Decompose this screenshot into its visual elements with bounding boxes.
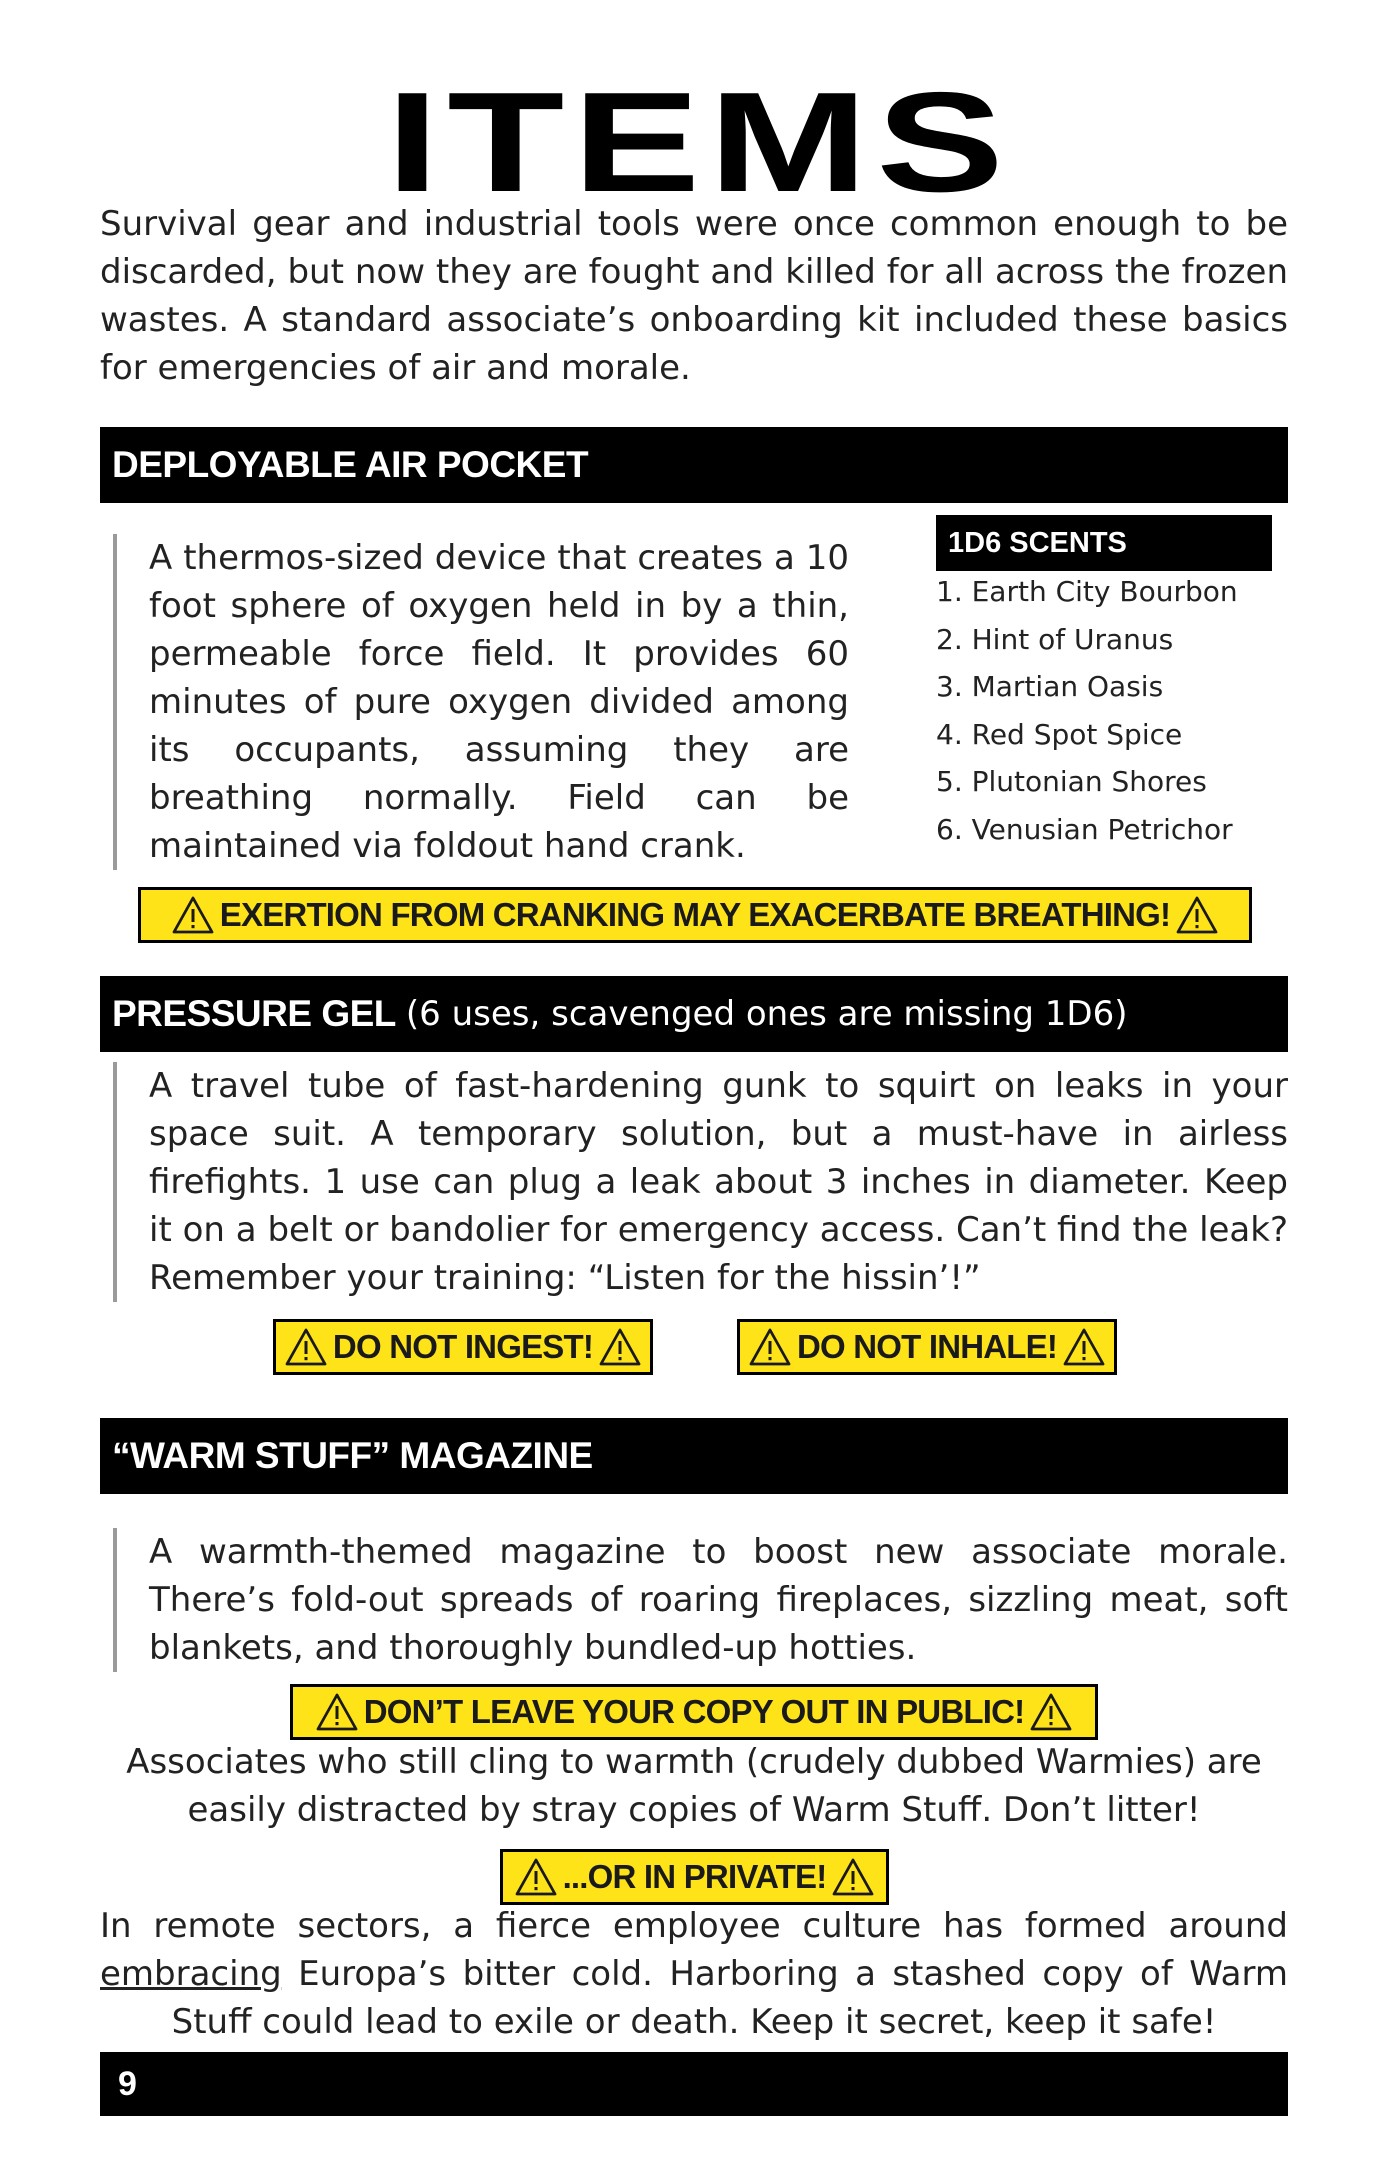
private-warning-paragraph — [100, 1902, 1288, 2046]
private-text-after: Europa’s bitter cold. Harboring a stashed copy of Warm Stuff could lead to exile or death. Keep it secret, keep it safe! — [171, 1954, 1288, 2042]
page-number: 9 — [118, 2064, 137, 2103]
scent-item: 3. Martian Oasis — [936, 670, 1164, 703]
private-warning-sign — [500, 1849, 889, 1905]
warning-triangle-icon — [832, 1857, 874, 1897]
scents-heading: 1D6 SCENTS — [936, 515, 1272, 571]
scent-item: 5. Plutonian Shores — [936, 765, 1207, 798]
warning-triangle-icon — [749, 1327, 791, 1367]
intro-paragraph: Survival gear and industrial tools were once common enough to be discarded, but now they are fought and killed for all across the frozen wastes. A standard associate’s onboarding kit included these basics for emergencies of air and morale. — [100, 204, 1288, 388]
magazine-heading: “WARM STUFF” MAGAZINE — [112, 1435, 593, 1476]
magazine-heading-bar — [100, 1418, 1288, 1494]
cranking-warning-text: EXERTION FROM CRANKING MAY EXACERBATE BREATHING! — [219, 896, 1171, 933]
warning-triangle-icon — [316, 1692, 358, 1732]
scent-item: 6. Venusian Petrichor — [936, 812, 1233, 846]
cranking-warning-sign — [138, 887, 1252, 943]
warning-triangle-icon — [172, 895, 214, 935]
scent-item: 2. Hint of Uranus — [936, 622, 1174, 656]
private-warning-text: ...OR IN PRIVATE! — [562, 1858, 827, 1895]
warning-triangle-icon — [1030, 1692, 1072, 1732]
scent-item: 4. Red Spot Spice — [936, 717, 1183, 751]
ingest-warning-text: DO NOT INGEST! — [332, 1328, 594, 1365]
pressure-gel-heading-bar — [100, 976, 1288, 1052]
public-warning-text: DON’T LEAVE YOUR COPY OUT IN PUBLIC! — [363, 1693, 1025, 1730]
warning-triangle-icon — [285, 1327, 327, 1367]
embracing-underlined: embracing — [100, 1954, 282, 1994]
warning-triangle-icon — [599, 1327, 641, 1367]
page-title: ITEMS — [385, 63, 1013, 222]
pressure-gel-subheading: (6 uses, scavenged ones are missing 1D6) — [405, 994, 1128, 1034]
inhale-warning-sign — [737, 1319, 1117, 1375]
magazine-description: A warmth-themed magazine to boost new associate morale. There’s fold-out spreads of roaring fireplaces, sizzling meat, soft blankets, and thoroughly bundled-up hotties. — [113, 1528, 1288, 1672]
pressure-gel-description: A travel tube of fast-hardening gunk to squirt on leaks in your space suit. A temporary solution, but a must-have in airless firefights. 1 use can plug a leak about 3 inches in diameter. Keep it on a belt or bandolier for emergency access. Can’t find the leak? Remember your training: “Listen for the hissin’!” — [113, 1062, 1288, 1302]
pressure-gel-heading: PRESSURE GEL — [112, 993, 396, 1034]
air-pocket-heading-bar — [100, 427, 1288, 503]
private-text-before: In remote sectors, a fierce employee culture has formed around — [100, 1906, 1288, 1946]
inhale-warning-text: DO NOT INHALE! — [796, 1328, 1058, 1365]
public-warning-paragraph: Associates who still cling to warmth (crudely dubbed Warmies) are easily distracted by stray copies of Warm Stuff. Don’t litter! — [126, 1742, 1262, 1830]
page-footer — [100, 2052, 1288, 2116]
scent-item: 1. Earth City Bourbon — [936, 575, 1238, 608]
warning-triangle-icon — [1063, 1327, 1105, 1367]
air-pocket-description: A thermos-sized device that creates a 10 foot sphere of oxygen held in by a thin, permeable force field. It provides 60 minutes of pure oxygen divided among its occupants, assuming they are breathing normally. Field can be maintained via foldout hand crank. — [113, 534, 849, 870]
scents-list — [936, 568, 1238, 853]
ingest-warning-sign — [273, 1319, 653, 1375]
warning-triangle-icon — [1176, 895, 1218, 935]
public-warning-sign — [290, 1684, 1098, 1740]
air-pocket-heading: DEPLOYABLE AIR POCKET — [112, 444, 589, 485]
warning-triangle-icon — [515, 1857, 557, 1897]
